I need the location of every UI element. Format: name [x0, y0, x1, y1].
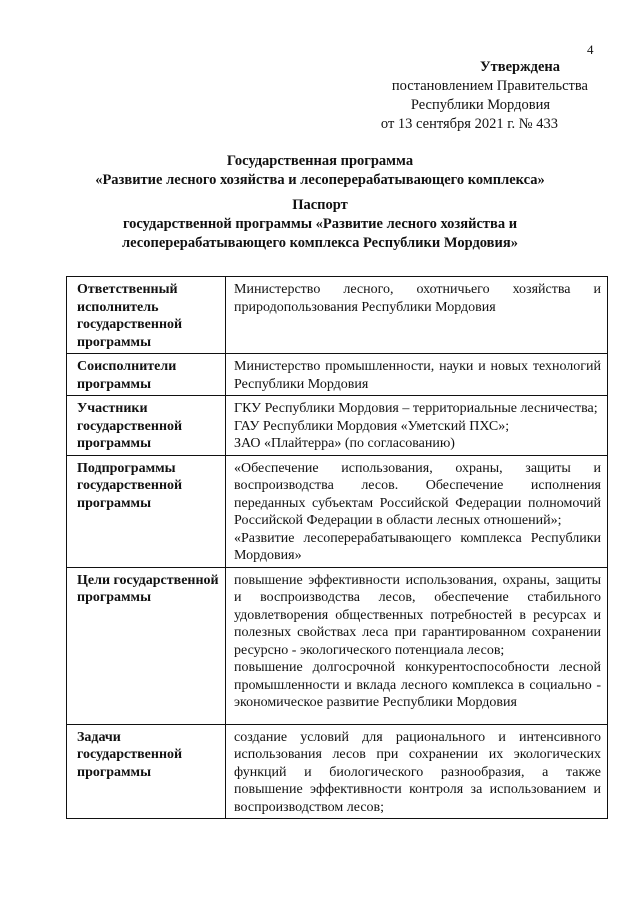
- passport-table: [66, 276, 608, 819]
- approval-line-3: от 13 сентября 2021 г. № 433: [380, 116, 558, 132]
- approval-block: [348, 58, 588, 134]
- row-paragraph: ГАУ Республики Мордовия «Уметский ПХС»;: [234, 418, 510, 434]
- row-paragraph: ЗАО «Плайтерра» (по согласованию): [234, 436, 455, 451]
- approval-line-2: Республики Мордовия: [410, 97, 550, 113]
- table-row: [67, 567, 608, 724]
- row-label: Подпрограммы государственной программы: [67, 455, 226, 567]
- row-paragraph: «Обеспечение использования, охраны, защиты и воспроизводства лесов. Обеспечение исполнения переданных субъектам Российской Федерации полномочий Российской Федерации в области лесных отношений»;: [234, 460, 601, 528]
- row-paragraph: создание условий для рационального и интенсивного использования лесов при сохранении их экологических функций и биологического разнообразия, а также повышение эффективности контроля за использованием и воспроизводством лесов;: [234, 729, 601, 815]
- row-label: Задачи государственной программы: [67, 724, 226, 819]
- row-paragraph: Министерство промышленности, науки и новых технологий Республики Мордовия: [234, 359, 601, 392]
- passport-subtitle-line-1: государственной программы «Развитие лесного хозяйства и: [122, 216, 518, 232]
- table-row: [67, 277, 608, 354]
- row-label: Участники государственной программы: [67, 396, 226, 456]
- row-value: [226, 396, 608, 456]
- row-paragraph: «Развитие лесоперерабатывающего комплекса Республики Мордовия»: [234, 530, 601, 563]
- row-label: Цели государственной программы: [67, 567, 226, 724]
- row-value: [226, 455, 608, 567]
- row-paragraph: повышение долгосрочной конкурентоспособности лесной промышленности и вклада лесного комплекса в социально - экономическое развитие Республики Мордовия: [234, 660, 601, 710]
- row-label: Ответственный исполнитель государственной программы: [67, 277, 226, 354]
- approval-heading: Утверждена: [480, 59, 560, 75]
- table-row: [67, 396, 608, 456]
- passport-subtitle-line-2: лесоперерабатывающего комплекса Республики Мордовия»: [122, 235, 518, 251]
- passport-title: Паспорт: [292, 197, 348, 213]
- table-row: [67, 354, 608, 396]
- page-number: 4: [587, 42, 594, 57]
- row-value: [226, 724, 608, 819]
- row-value: [226, 567, 608, 724]
- program-title: Государственная программа: [226, 153, 414, 169]
- row-paragraph: повышение эффективности использования, охраны, защиты и воспроизводства лесов, обеспечение стабильного удовлетворения общественных потребностей в ресурсах и полезных свойствах леса при гарантированном сохранении ресурсно - экологического потенциала лесов;: [234, 572, 601, 658]
- table-row: [67, 455, 608, 567]
- row-paragraph: Министерство лесного, охотничьего хозяйства и природопользования Республики Мордовия: [234, 282, 601, 315]
- approval-line-1: постановлением Правительства: [391, 78, 588, 94]
- program-name: «Развитие лесного хозяйства и лесоперерабатывающего комплекса»: [95, 172, 545, 188]
- row-label: Соисполнители программы: [67, 354, 226, 396]
- document-titles: [60, 152, 580, 253]
- row-value: [226, 354, 608, 396]
- table-row: [67, 724, 608, 819]
- row-value: [226, 277, 608, 354]
- row-paragraph: ГКУ Республики Мордовия – территориальные лесничества;: [234, 401, 598, 416]
